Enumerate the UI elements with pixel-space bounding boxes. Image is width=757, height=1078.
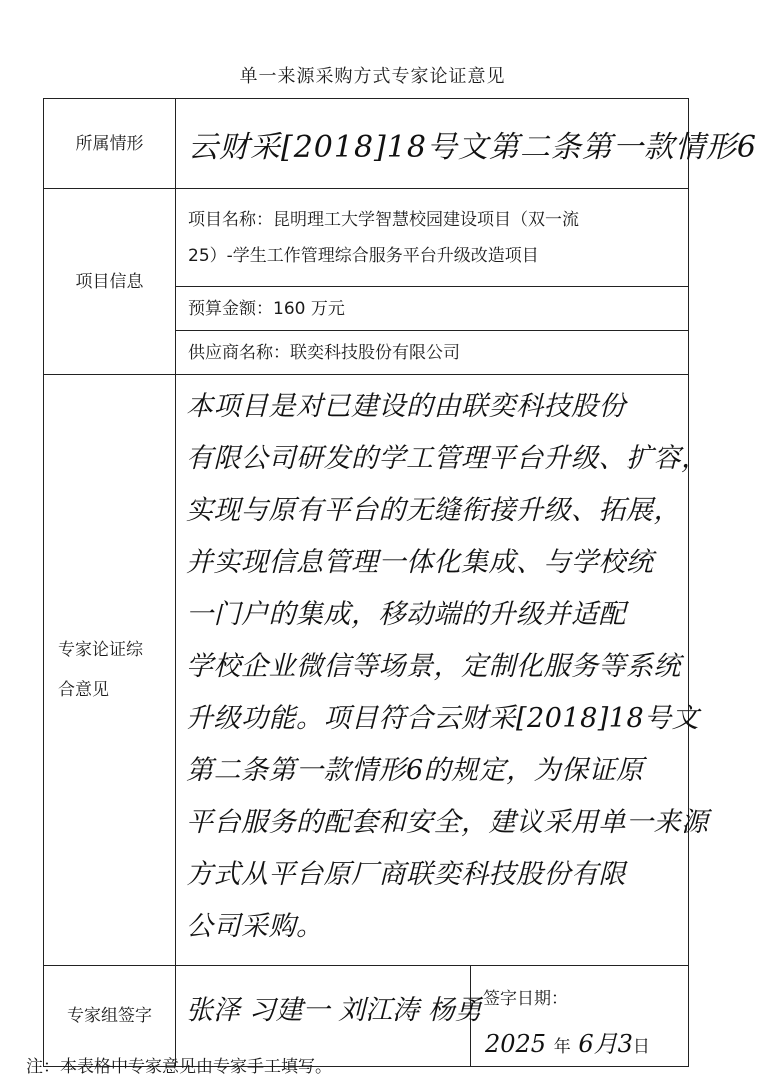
opinion-line: 学校企业微信等场景，定制化服务等系统 [186,651,681,682]
date-day-unit: 日 [632,1037,650,1057]
signature-label: 专家组签字 [44,966,176,1067]
opinion-line: 第二条第一款情形6的规定，为保证原 [186,755,644,786]
project-name-row [44,189,689,287]
category-row [44,99,689,189]
budget-amount: 预算金额：160 万元 [176,287,689,331]
opinion-line: 升级功能。项目符合云财采[2018]18号文 [186,703,700,734]
opinion-line: 本项目是对已建设的由联奕科技股份 [186,391,626,422]
opinion-line: 实现与原有平台的无缝衔接升级、拓展， [186,495,681,526]
opinion-line: 并实现信息管理一体化集成、与学校统 [186,547,654,578]
signature-date [485,1024,650,1059]
opinion-handwriting [186,381,709,953]
date-month-day: 6月3 [578,1030,633,1058]
opinion-body [176,375,709,966]
opinion-line: 方式从平台原厂商联奕科技股份有限 [186,859,626,890]
opinion-row [44,375,689,966]
opinion-label-line-2: 合意见 [58,680,109,700]
category-label: 所属情形 [44,99,176,189]
expert-signatures: 张泽 习建一 刘江涛 杨勇 [186,995,482,1026]
project-name-line-2: 25）-学生工作管理综合服务平台升级改造项目 [188,245,539,266]
date-label: 签字日期： [483,989,568,1009]
opinion-label-line-1: 专家论证综 [58,640,143,660]
signature-date-cell [471,966,689,1067]
opinion-line: 公司采购。 [186,911,324,942]
expert-opinion-form [43,98,757,1067]
category-value: 云财采[2018]18号文第二条第一款情形6 [176,99,689,189]
date-year-unit: 年 [553,1037,571,1057]
opinion-label [44,375,176,966]
footnote: 注：本表格中专家意见由专家手工填写。 [26,1057,332,1077]
date-year: 2025 [485,1030,547,1058]
opinion-line: 一门户的集成，移动端的升级并适配 [186,599,626,630]
supplier-name: 供应商名称：联奕科技股份有限公司 [176,331,689,375]
form-title: 单一来源采购方式专家论证意见 [239,66,506,87]
project-info-label: 项目信息 [44,189,176,375]
project-name-line-1: 项目名称：昆明理工大学智慧校园建设项目（双一流 [188,209,579,230]
project-name [176,189,689,287]
opinion-line: 有限公司研发的学工管理平台升级、扩容， [186,443,709,474]
opinion-line: 平台服务的配套和安全，建议采用单一来源 [186,807,709,838]
